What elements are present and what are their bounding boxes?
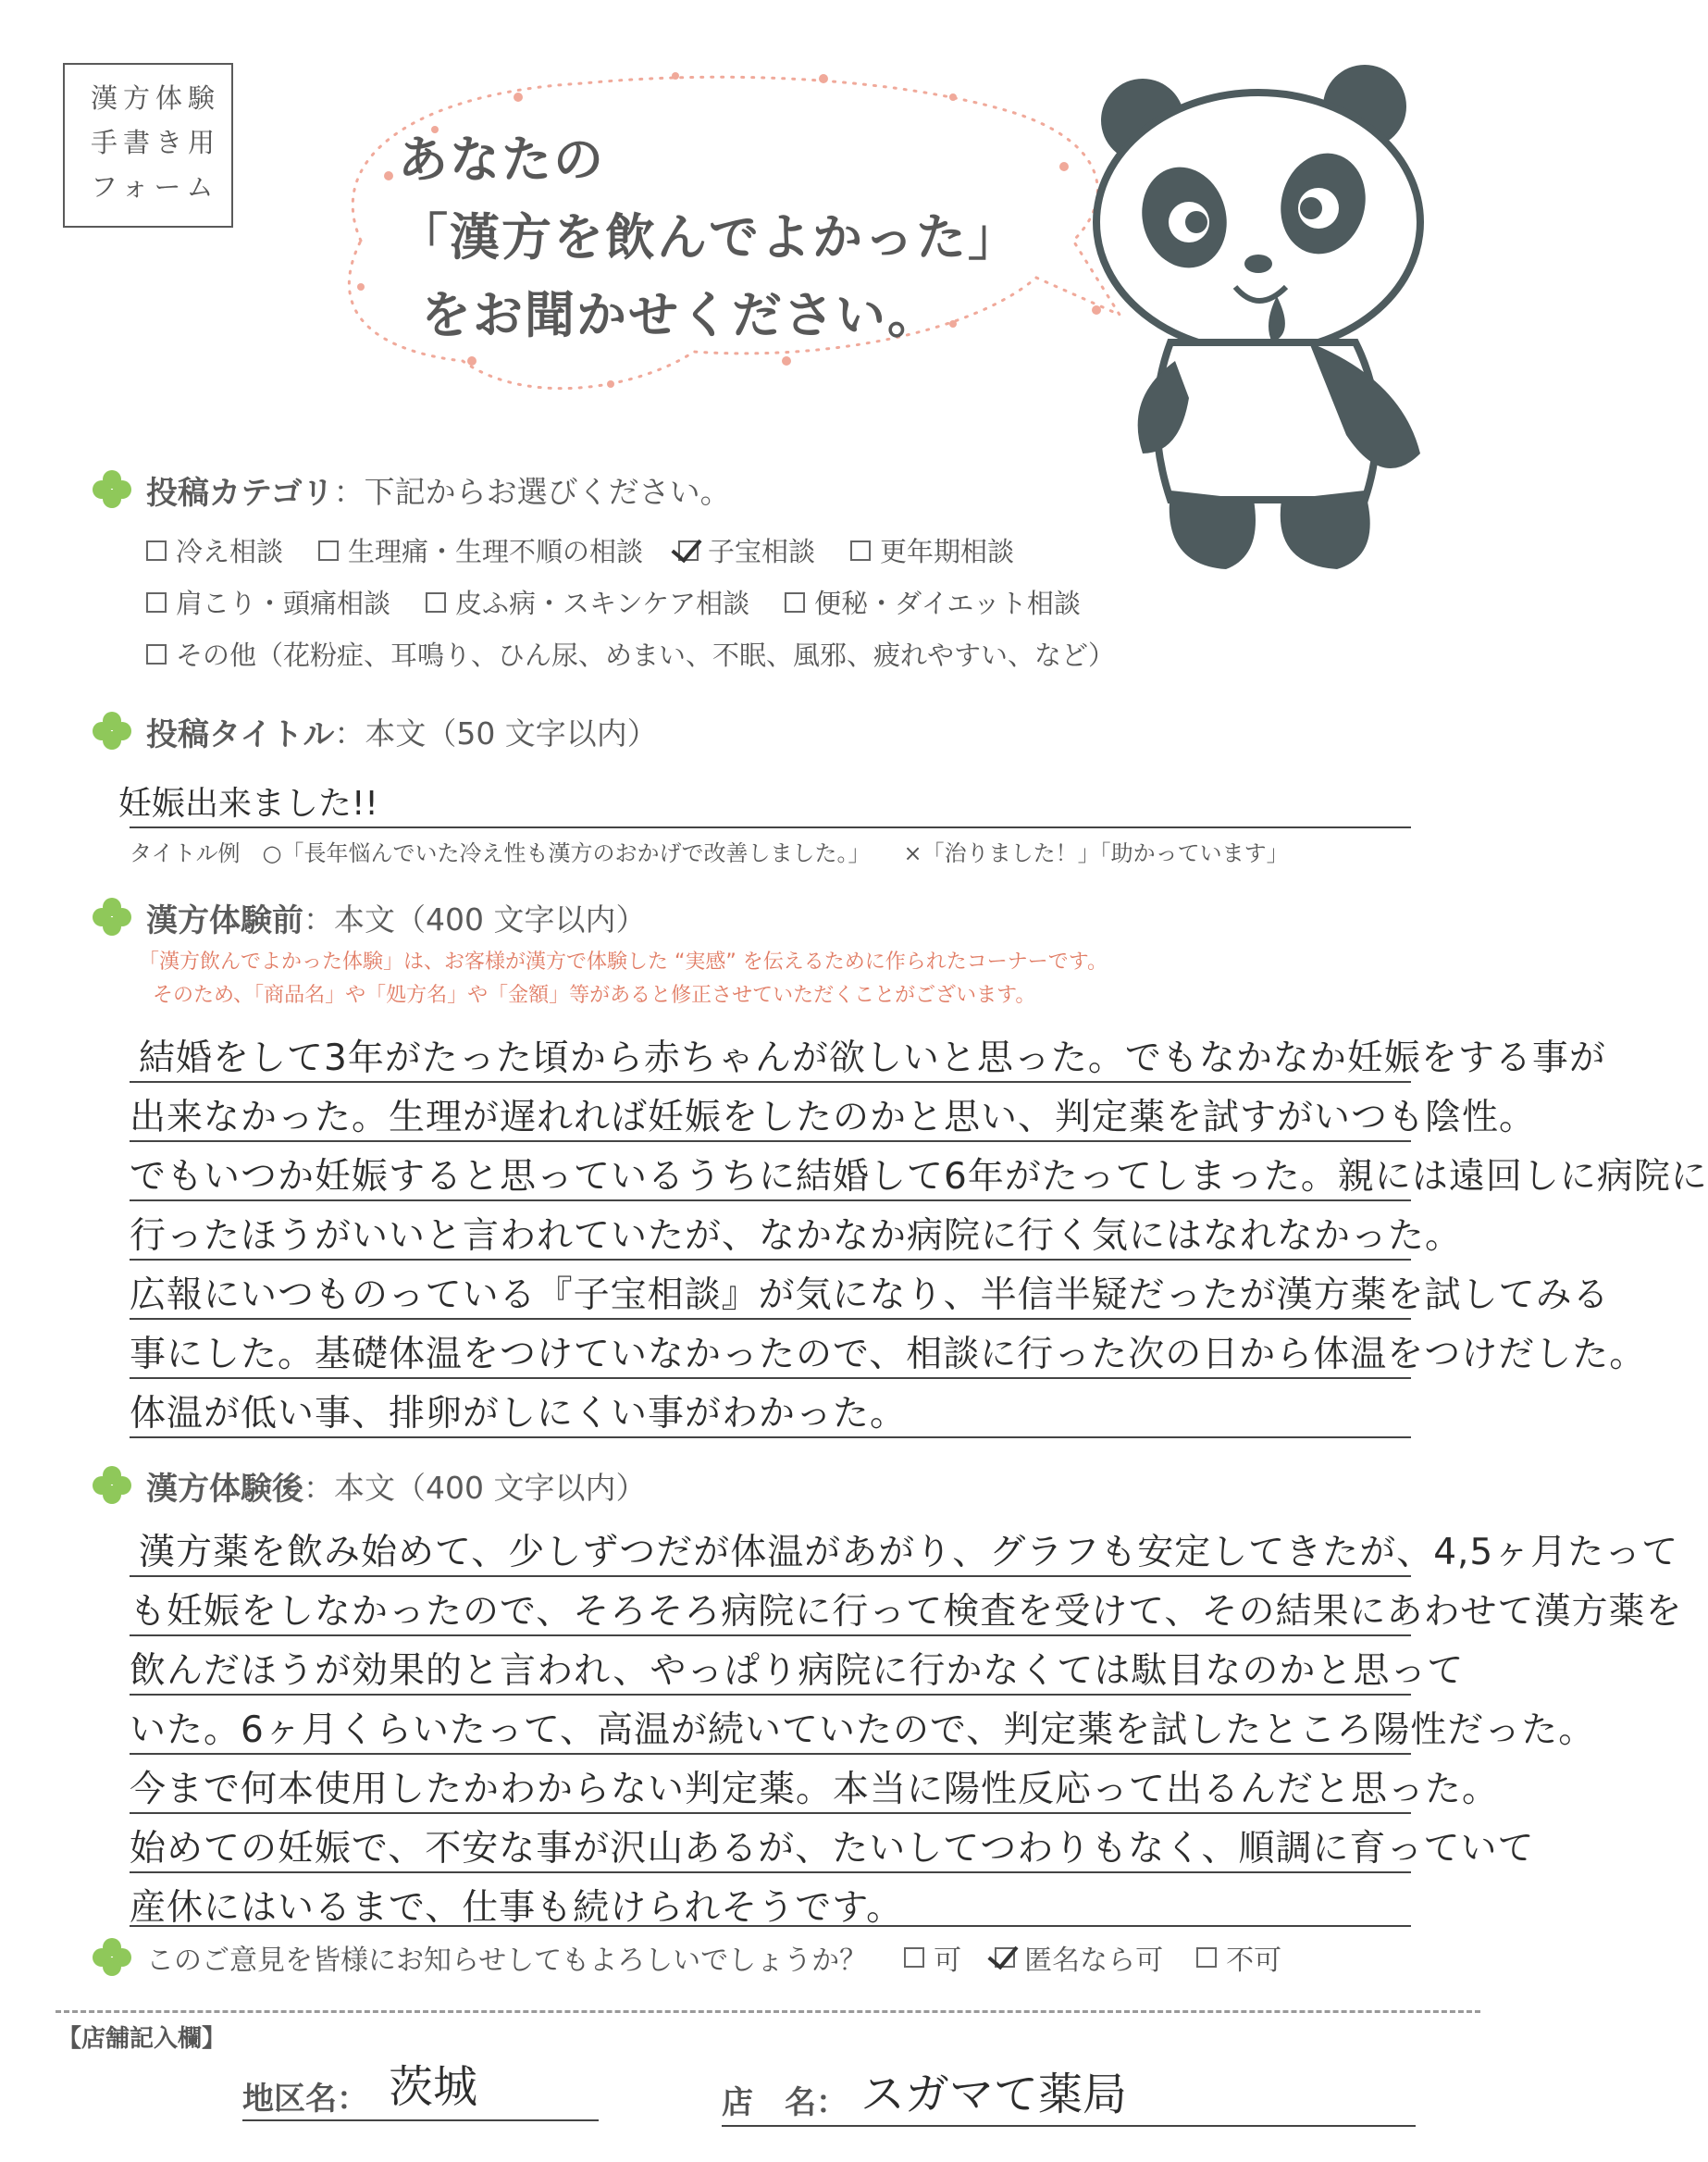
after-section-header: [91, 1462, 646, 1509]
category-instruction: ：下記からお選びください。: [333, 473, 731, 510]
handwritten-title: 妊娠出来ました!!: [118, 785, 378, 823]
category-option-cold[interactable]: [146, 531, 283, 569]
store-name-value: スガマて薬局: [860, 2069, 1128, 2120]
before-line-5: 広報にいつものっている『子宝相談』が気になり、半信半疑だったが漢方薬を試してみる: [130, 1274, 1610, 1316]
clover-icon: [91, 1936, 133, 1979]
district-label: 地区名：: [242, 2081, 368, 2118]
clover-icon: [91, 710, 133, 752]
category-title: 投稿カテゴリ: [146, 474, 334, 512]
before-line-6: 事にした。基礎体温をつけていなかったので、相談に行った次の日から体温をつけだした。: [130, 1334, 1647, 1375]
checkbox[interactable]: [146, 644, 167, 665]
before-note-2: そのため、「商品名」や「処方名」や「金額」等があると修正させていただくことがございます。: [153, 984, 1036, 1007]
district-writing-line: [242, 2119, 599, 2121]
writing-line: [130, 1575, 1411, 1577]
category-option-label: 肩こり・頭痛相談: [176, 588, 391, 619]
writing-line: [130, 1259, 1411, 1261]
writing-line: [130, 1812, 1411, 1814]
category-option-label: 冷え相談: [176, 536, 284, 567]
checkbox[interactable]: [904, 1947, 924, 1968]
writing-line: [130, 1871, 1411, 1873]
category-option-label: 子宝相談: [708, 536, 816, 567]
checkbox[interactable]: [1196, 1947, 1217, 1968]
before-section-title: 漢方体験前: [146, 901, 303, 939]
writing-line: [130, 1199, 1411, 1201]
headline-line-1: あなたの: [398, 130, 605, 189]
before-section-header: [91, 894, 646, 940]
after-line-3: 飲んだほうが効果的と言われ、やっぱり病院に行かなくては駄目なのかと思って: [130, 1650, 1465, 1692]
checkbox-checked[interactable]: [678, 540, 699, 561]
after-line-2: も妊娠をしなかったので、そろそろ病院に行って検査を受けて、その結果にあわせて漢方薬を: [130, 1591, 1683, 1633]
checkbox[interactable]: [146, 592, 167, 613]
after-line-1: 漢方薬を飲み始めて、少しずつだが体温があがり、グラフも安定してきたが、4,5ヶ月たって: [139, 1532, 1679, 1573]
category-option-shoulder-headache[interactable]: [146, 583, 390, 621]
before-line-4: 行ったほうがいいと言われていたが、なかなか病院に行く気にはなれなかった。: [130, 1215, 1463, 1257]
after-section-limit: ：本文（400 文字以内）: [303, 1469, 647, 1506]
category-option-skin[interactable]: [426, 583, 749, 621]
writing-line: [130, 1436, 1411, 1438]
headline-line-3: をお聞かせください。: [421, 286, 939, 344]
form-type-label: [63, 63, 233, 228]
category-option-label: 生理痛・生理不順の相談: [348, 536, 644, 567]
headline-line-2: 「漢方を飲んでよかった」: [398, 208, 1020, 267]
clover-icon: [91, 468, 133, 511]
category-option-label: 更年期相談: [880, 536, 1015, 567]
share-option-label: 匿名なら可: [1024, 1945, 1164, 1977]
writing-line: [130, 1694, 1411, 1696]
writing-line: [130, 1634, 1411, 1636]
title-writing-line: [130, 826, 1411, 828]
writing-line: [130, 1925, 1411, 1927]
category-option-label: その他（花粉症、耳鳴り、ひん尿、めまい、不眠、風邪、疲れやすい、など）: [176, 640, 1116, 671]
writing-line: [130, 1140, 1411, 1142]
share-permission-options: [904, 1937, 1281, 1978]
clover-icon: [91, 896, 133, 938]
category-section-header: [91, 466, 731, 513]
share-option-label: 不可: [1226, 1945, 1282, 1977]
category-option-label: 便秘・ダイエット相談: [814, 588, 1081, 619]
checkbox[interactable]: [146, 540, 167, 561]
writing-line: [130, 1318, 1411, 1320]
checkbox[interactable]: [318, 540, 339, 561]
store-section-label: 【店舗記入欄】: [57, 2025, 227, 2053]
panda-mascot-illustration: [1087, 65, 1448, 583]
writing-line: [130, 1377, 1411, 1379]
category-option-constipation-diet[interactable]: [785, 583, 1081, 621]
store-name-writing-line: [722, 2125, 1416, 2127]
before-line-7: 体温が低い事、排卵がしにくい事がわかった。: [130, 1393, 908, 1435]
share-permission-row: [91, 1936, 1281, 1979]
clover-icon: [91, 1464, 133, 1507]
category-option-other[interactable]: [146, 635, 1115, 673]
share-option-allowed[interactable]: [904, 1937, 961, 1978]
form-label-line-2: 手書き用: [91, 127, 221, 158]
title-section-limit: ：本文（50 文字以内）: [334, 714, 658, 752]
store-name-label: 店 名：: [722, 2084, 848, 2121]
category-option-menopause[interactable]: [850, 531, 1014, 569]
title-section-header: [91, 708, 658, 754]
writing-line: [130, 1081, 1411, 1083]
share-option-anonymous[interactable]: [995, 1937, 1163, 1978]
after-line-7: 産休にはいるまで、仕事も続けられそうです。: [130, 1887, 904, 1929]
category-options-row-2: [146, 583, 1081, 621]
after-section-title: 漢方体験後: [146, 1470, 303, 1508]
district-value: 茨城: [389, 2061, 478, 2113]
before-line-3: でもいつか妊娠すると思っているうちに結婚して6年がたってしまった。親には遠回しに病院に: [130, 1156, 1708, 1198]
after-line-6: 始めての妊娠で、不安な事が沢山あるが、たいしてつわりもなく、順調に育っていて: [130, 1828, 1535, 1870]
title-example: タイトル例 ○「長年悩んでいた冷え性も漢方のおかげで改善しました。」 ×「治りました！」「助かっています」: [130, 840, 1289, 866]
before-line-1: 結婚をして3年がたった頃から赤ちゃんが欲しいと思った。でもなかなか妊娠をする事が: [139, 1038, 1606, 1079]
checkbox[interactable]: [426, 592, 446, 613]
title-section-title: 投稿タイトル: [146, 715, 335, 753]
category-option-fertility[interactable]: [678, 531, 815, 569]
category-option-label: 皮ふ病・スキンケア相談: [455, 588, 750, 619]
form-label-line-3: フォーム: [91, 171, 219, 203]
share-option-label: 可: [934, 1945, 962, 1977]
category-options-row-3: [146, 635, 1115, 673]
after-line-5: 今まで何本使用したかわからない判定薬。本当に陽性反応って出るんだと思った。: [130, 1769, 1500, 1810]
after-line-4: いた。6ヶ月くらいたって、高温が続いていたので、判定薬を試したところ陽性だった。: [130, 1709, 1596, 1751]
checkbox[interactable]: [850, 540, 871, 561]
category-option-menstrual[interactable]: [318, 531, 643, 569]
before-line-2: 出来なかった。生理が遅れれば妊娠をしたのかと思い、判定薬を試すがいつも陰性。: [130, 1097, 1537, 1138]
writing-line: [130, 1753, 1411, 1755]
before-section-limit: ：本文（400 文字以内）: [303, 901, 647, 938]
store-section-divider: [56, 2010, 1480, 2013]
before-note-1: 「漢方飲んでよかった体験」は、お客様が漢方で体験した “実感” を伝えるために作られたコーナーです。: [139, 951, 1108, 974]
form-label-line-1: 漢方体験: [91, 82, 221, 114]
checkbox-checked[interactable]: [995, 1947, 1015, 1968]
share-permission-question: このご意見を皆様にお知らせしてもよろしいでしょうか？: [146, 1945, 868, 1977]
category-options-row-1: [146, 531, 1014, 569]
share-option-not-allowed[interactable]: [1196, 1937, 1281, 1978]
checkbox[interactable]: [785, 592, 805, 613]
